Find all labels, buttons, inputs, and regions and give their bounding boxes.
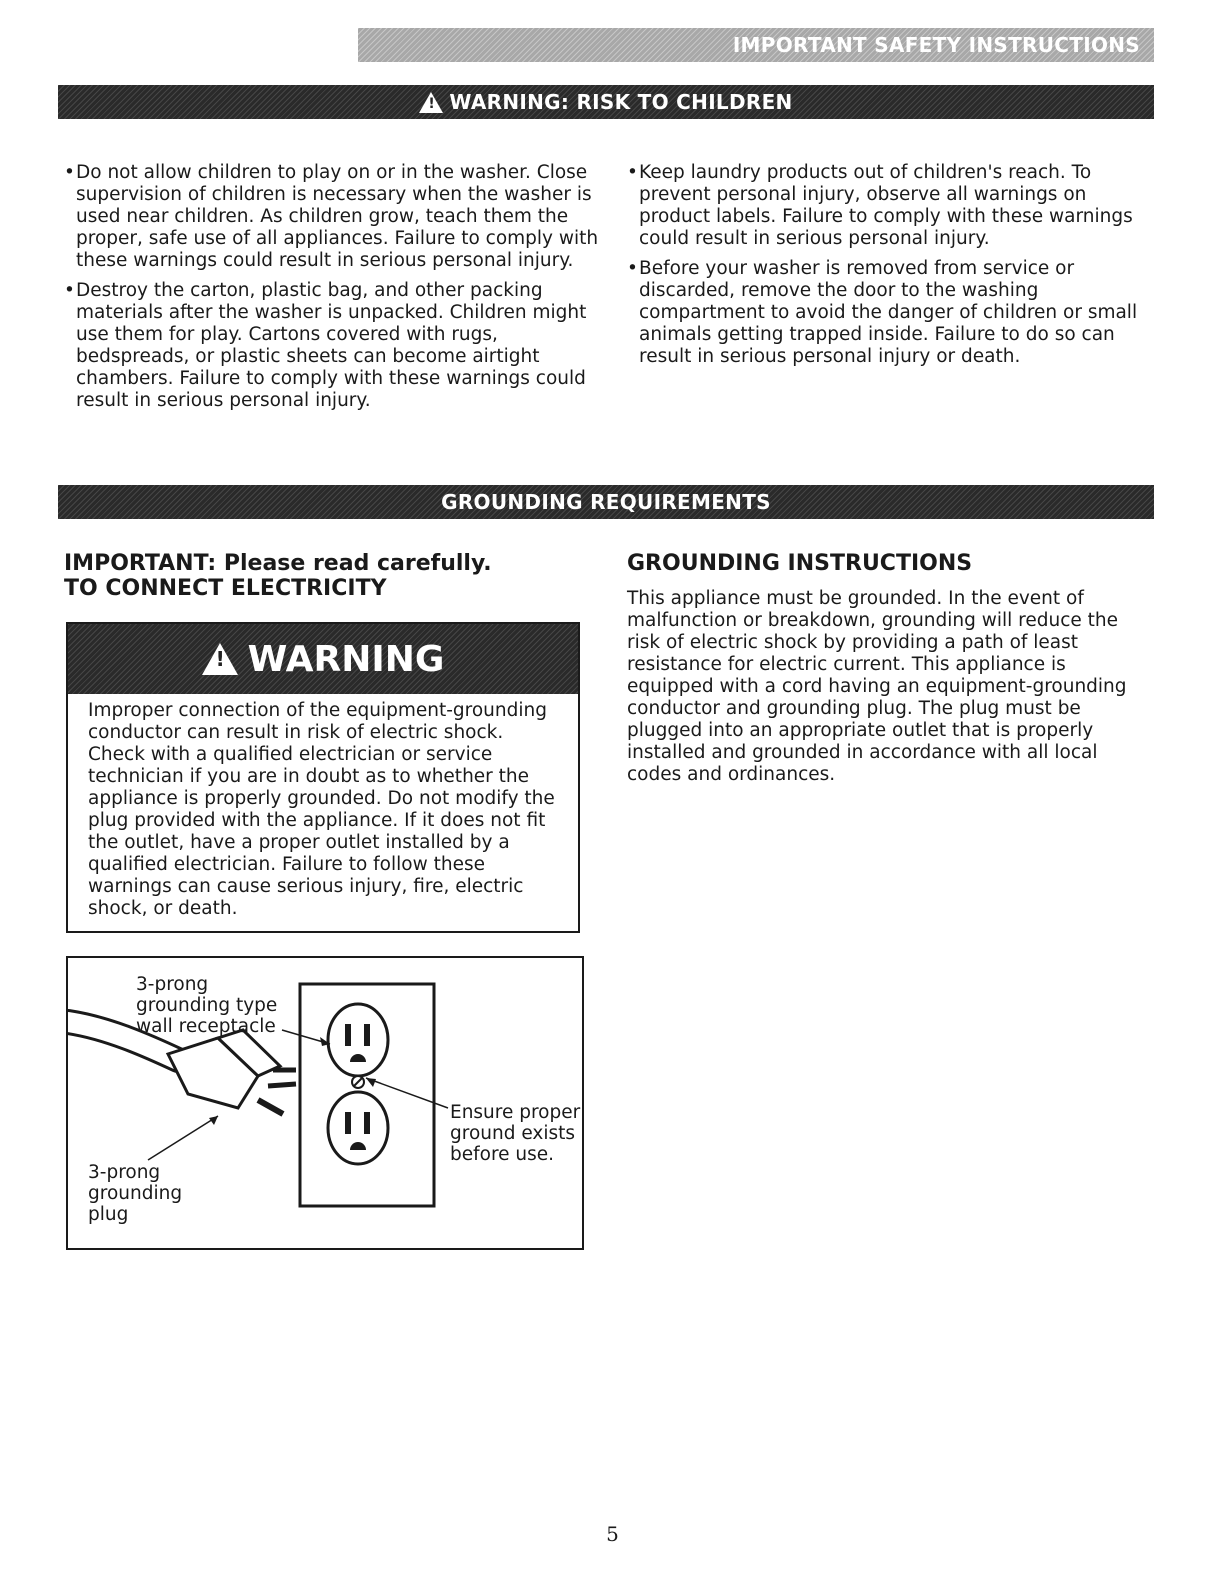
- grounding-requirements-title: GROUNDING REQUIREMENTS: [441, 490, 771, 514]
- warning-triangle-icon: !: [202, 643, 238, 675]
- section-header-banner: [358, 28, 1154, 62]
- warning-text: Improper connection of the equipment-grounding conductor can result in risk of electric shock. Check with a qualified electrician or service technician if you are in doubt as to whether the appliance is properly grounded. Do not modify the plug provided with the appliance. If it does not fit the outlet, have a proper outlet installed by a qualified electrician. Failure to follow these warnings can cause serious injury, fire, electric shock, or death.: [88, 700, 555, 919]
- grounding-instructions-text: This appliance must be grounded. In the event of malfunction or breakdown, grounding will reduce the risk of electric shock by providing a path of least resistance for electric current. This appliance is equipped with a cord having an equipment-grounding conductor and grounding plug. The plug must be plugged into an appropriate outlet that is properly installed and grounded in accordance with all local codes and ordinances.: [627, 588, 1127, 785]
- children-warning-title: WARNING: RISK TO CHILDREN: [449, 90, 793, 114]
- children-warning-bullet: • Before your washer is removed from service or discarded, remove the door to the washing compartment to avoid the danger of children or small animals getting trapped inside. Failure to do so can result in serious personal injury or death.: [627, 258, 1162, 368]
- children-warning-right-column: [627, 162, 1162, 376]
- children-warning-bullet: • Do not allow children to play on or in the washer. Close supervision of children is necessary when the washer is used near children. As children grow, teach them the proper, safe use of all appliances. Failure to comply with these warnings could result in serious personal injury.: [64, 162, 604, 272]
- children-warning-bullet: • Destroy the carton, plastic bag, and other packing materials after the washer is unpacked. Children might use them for play. Cartons covered with rugs, bedspreads, or plastic sheets can become airtight chambers. Failure to comply with these warnings could result in serious personal injury.: [64, 280, 604, 412]
- ground-label: Ensure proper ground exists before use.: [450, 1102, 581, 1165]
- warning-label: WARNING: [247, 638, 445, 680]
- electric-warning-box: [66, 622, 580, 933]
- children-warning-bullet: • Keep laundry products out of children's reach. To prevent personal injury, observe all warnings on product labels. Failure to comply with these warnings could result in serious personal injury.: [627, 162, 1162, 250]
- grounding-instructions-heading: GROUNDING INSTRUCTIONS: [627, 551, 973, 576]
- page-number: 5: [606, 1522, 619, 1546]
- grounding-requirements-banner: [58, 485, 1154, 519]
- warning-header: [68, 624, 578, 694]
- plug-label: 3-prong grounding plug: [88, 1162, 183, 1225]
- section-header-title: IMPORTANT SAFETY INSTRUCTIONS: [732, 33, 1140, 57]
- children-warning-left-column: [64, 162, 604, 420]
- warning-triangle-icon: !: [419, 92, 443, 113]
- children-warning-banner: [58, 85, 1154, 119]
- receptacle-label: 3-prong grounding type wall receptacle: [136, 974, 278, 1037]
- connect-electricity-heading: TO CONNECT ELECTRICITY: [64, 576, 387, 601]
- outlet-diagram: [66, 956, 584, 1250]
- important-heading: IMPORTANT: Please read carefully.: [64, 551, 492, 576]
